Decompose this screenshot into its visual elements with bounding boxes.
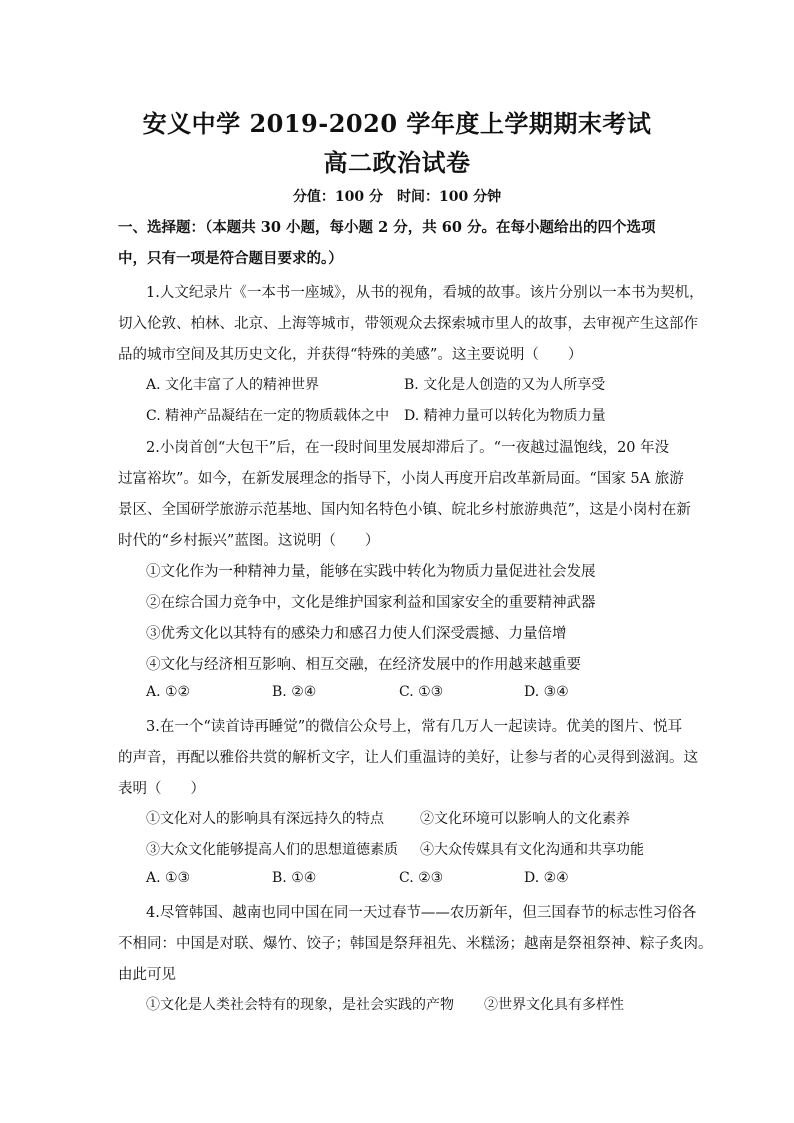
q1-option-a: A. 文化丰富了人的精神世界 (146, 377, 320, 393)
q2-line-3: 景区、全国研学旅游示范基地、国内知名特色小镇、皖北乡村旅游典范”，这是小岗村在新 (118, 502, 691, 518)
q3-item-2: ②文化环境可以影响人的文化素养 (420, 811, 630, 827)
q3-option-b: B. ①④ (272, 870, 317, 886)
q2-option-c: C. ①③ (399, 684, 444, 700)
q4-item-2: ②世界文化具有多样性 (484, 997, 624, 1013)
q3-option-a: A. ①③ (146, 870, 191, 886)
q3-item-3: ③大众文化能够提高人们的思想道德素质 (146, 842, 398, 858)
q1-line-1: 1.人文纪录片《一本书一座城》，从书的视角，看城的故事。该片分别以一本书为契机， (146, 285, 704, 301)
q3-item-4: ④大众传媒具有文化沟通和共享功能 (420, 842, 644, 858)
q1-option-b: B. 文化是人创造的又为人所享受 (404, 377, 606, 393)
q2-item-2: ②在综合国力竞争中，文化是维护国家利益和国家安全的重要精神武器 (146, 595, 596, 611)
q4-item-1: ①文化是人类社会特有的现象，是社会实践的产物 (146, 997, 454, 1013)
exam-meta: 分值：100 分 时间：100 分钟 (292, 189, 502, 205)
q3-option-c: C. ②③ (399, 870, 444, 886)
q2-item-3: ③优秀文化以其特有的感染力和感召力使人们深受震撼、力量倍增 (146, 626, 567, 642)
q2-line-1: 2.小岗首创“大包干”后，在一段时间里发展却滞后了。“一夜越过温饱线，20 年没 (146, 440, 670, 456)
exam-subtitle: 高二政治试卷 (323, 148, 471, 177)
q2-item-1: ①文化作为一种精神力量，能够在实践中转化为物质力量促进社会发展 (146, 564, 596, 580)
q4-line-1: 4.尽管韩国、越南也同中国在同一天过春节——农历新年，但三国春节的标志性习俗各 (146, 905, 697, 921)
q3-line-1: 3.在一个“读首诗再睡觉”的微信公众号上，常有几万人一起读诗。优美的图片、悦耳 (146, 719, 683, 735)
q1-line-3: 品的城市空间及其历史文化，并获得“特殊的美感”。这主要说明（ ） (118, 347, 583, 363)
q1-option-d: D. 精神力量可以转化为物质力量 (404, 408, 606, 424)
q3-item-1: ①文化对人的影响具有深远持久的特点 (146, 811, 384, 827)
q2-line-2: 过富裕坎”。如今，在新发展理念的指导下，小岗人再度开启改革新局面。“国家 5A 旅游 (118, 471, 684, 487)
section-heading: 一、选择题：（本题共 30 小题，每小题 2 分，共 60 分。在每小题给出的四个选项中，只有一项是符合题目要求的。） (118, 219, 656, 267)
q2-option-b: B. ②④ (272, 684, 317, 700)
q3-option-d: D. ②④ (524, 870, 569, 886)
q3-line-2: 的声音，再配以雅俗共赏的解析文字，让人们重温诗的美好，让参与者的心灵得到滋润。这 (118, 750, 698, 766)
q2-line-4: 时代的“乡村振兴”蓝图。这说明（ ） (118, 533, 380, 549)
q2-option-a: A. ①② (146, 684, 191, 700)
q2-option-d: D. ③④ (524, 684, 569, 700)
exam-title: 安义中学 2019-2020 学年度上学期期末考试 (142, 109, 652, 138)
q1-option-c: C. 精神产品凝结在一定的物质载体之中 (146, 408, 390, 424)
q4-line-2: 不相同：中国是对联、爆竹、饺子；韩国是祭拜祖先、米糕汤；越南是祭祖祭神、粽子炙肉。 (118, 936, 713, 952)
q2-item-4: ④文化与经济相互影响、相互交融，在经济发展中的作用越来越重要 (146, 657, 581, 673)
q4-line-3: 由此可见 (118, 967, 176, 983)
q3-line-3: 表明（ ） (118, 781, 205, 797)
q1-line-2: 切入伦敦、柏林、北京、上海等城市，带领观众去探索城市里人的故事，去审视产生这部作 (118, 316, 698, 332)
